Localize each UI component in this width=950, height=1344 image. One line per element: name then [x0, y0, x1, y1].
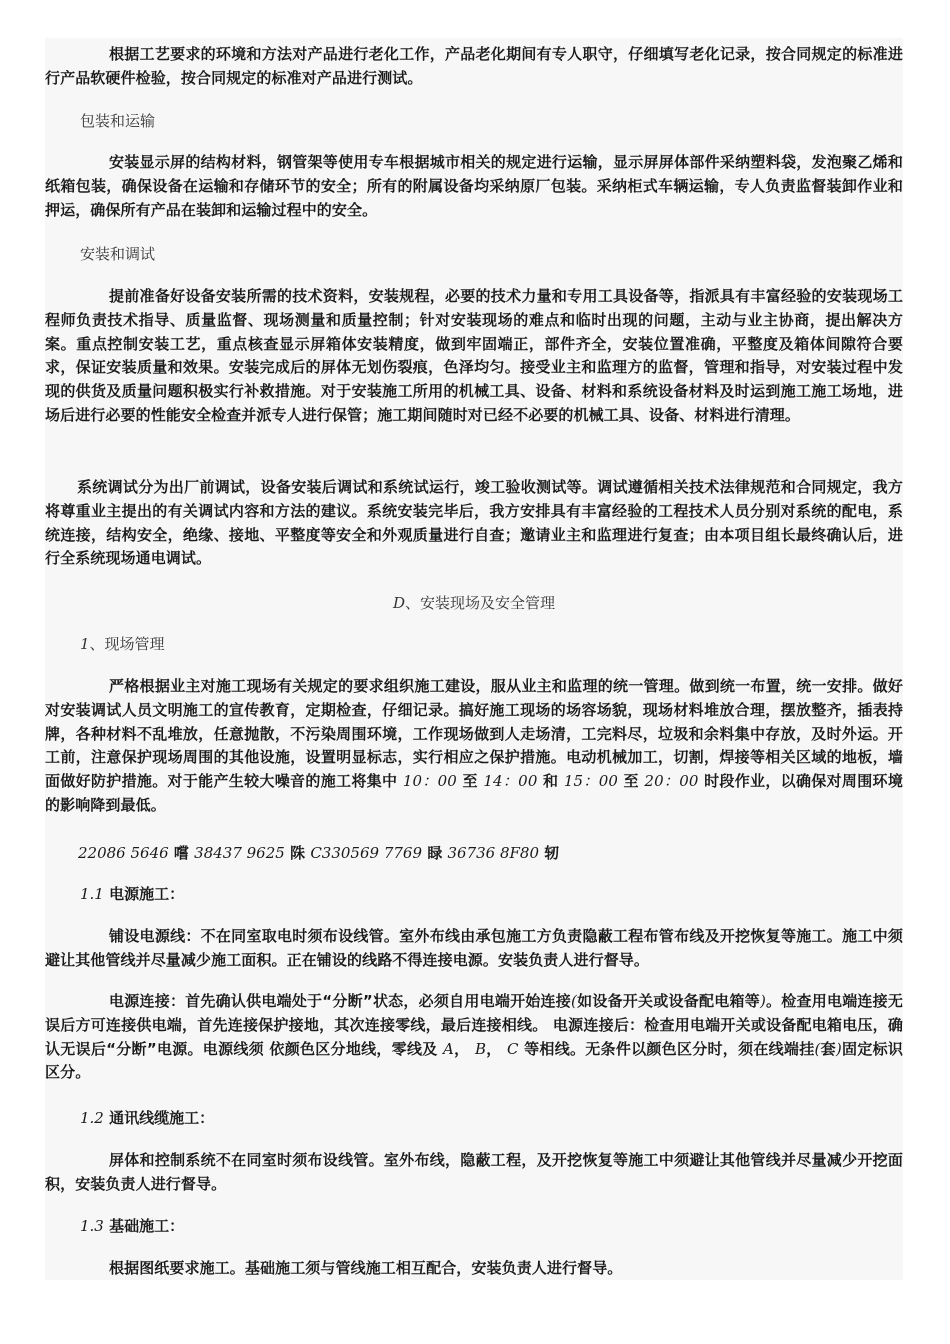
- time-value: 15：00: [563, 772, 618, 791]
- heading-installation: 安装和调试: [80, 245, 156, 263]
- text-run: ): [835, 1039, 842, 1058]
- text-run: 固定标识区分。: [45, 1039, 903, 1082]
- text-run: 套: [820, 1039, 836, 1058]
- section-title: 、安装现场及安全管理: [405, 594, 556, 612]
- text-run: (: [814, 1039, 821, 1058]
- phase-label: B: [474, 1039, 487, 1058]
- text-run: 时段作业，以确保对周围环境的影响降到最低。: [45, 772, 903, 814]
- time-value: 14：00: [483, 772, 538, 791]
- heading-text: 基础施工：: [109, 1217, 185, 1235]
- paragraph-site-management: [45, 675, 903, 818]
- text-run: 至: [462, 772, 478, 791]
- text-run: 至: [623, 772, 639, 791]
- text-run: 电源连接：首先确认供电端处于“分断”状态，必须自用电端开始连接: [109, 992, 572, 1010]
- heading-text: 电源施工：: [109, 885, 185, 903]
- time-value: 20：00: [644, 772, 699, 791]
- paragraph-debugging: 系统调试分为出厂前调试，设备安装后调试和系统试运行，竣工验收测试等。调试遵循相关技术法律规范和合同规定，我方将尊重业主提出的有关调试内容和方法的建议。系统安装完毕后，我方安排具有丰富经验的工程技术人员分别对系统的配电，系统连接，结构安全，绝缘、接地、平整度等安全和外观质量进行自查；邀请业主和监理进行复查；由本项目组长最终确认后，进行全系统现场通电调试。: [45, 478, 903, 568]
- noise-text: 22086 5646: [78, 844, 169, 862]
- phase-label: C: [507, 1039, 519, 1058]
- noise-text: 36736 8F80: [447, 844, 540, 862]
- document-page: [45, 38, 903, 1280]
- heading-text: 通讯线缆施工：: [109, 1109, 215, 1127]
- heading-number: 1: [80, 635, 90, 653]
- paragraph-installation: 提前准备好设备安装所需的技术资料，安装规程，必要的技术力量和专用工具设备等，指派具有丰富经验的安装现场工程师负责技术指导、质量监督、现场测量和质量控制；针对安装现场的难点和临时出现的问题，主动与业主协商，提出解决方案。重点控制安装工艺，重点核查显示屏箱体安装精度，做到牢固端正，部件齐全，安装位置准确，平整度及箱体间隙符合要求，保证安装质量和效果。安装完成后的屏体无划伤裂痕，色泽均匀。接受业主和监理方的监督，管理和指导，对安装过程中发现的供货及质量问题积极实行补救措施。对于安装施工所用的机械工具、设备、材料和系统设备材料及时运到施工施工场地，进场后进行必要的性能安全检查并派专人进行保管；施工期间随时对已经不必要的机械工具、设备、材料进行清理。: [45, 287, 903, 424]
- text-run: 严格根据业主对施工现场有关规定的要求组织施工建设，服从业主和监理的统一管理。做到统一布置，统一安排。做好对安装调试人员文明施工的宣传教育，定期检查，仔细记录。搞好施工现场的场容场貌，现场材料堆放合理，摆放整齐，插表持牌，各种材料不乱堆放，任意抛散，不污染周围环境，工作现场做到人走场清，工完料尽，垃圾和余料集中存放，及时外运。开工前，注意保护现场周围的其他设施，设置明显标志，实行相应之保护措施。电动机械加工，切割，焊接等相关区域的地板，墙面做好防护措施。对于能产生较大噪音的施工将集中: [45, 677, 903, 791]
- noise-text: C330569 7769: [310, 844, 422, 862]
- noise-char: 嚐: [173, 844, 189, 862]
- heading-number: 1.1: [80, 885, 104, 903]
- noise-char: 轫: [544, 844, 560, 862]
- paragraph-packaging: 安装显示屏的结构材料，钢管架等使用专车根据城市相关的规定进行运输，显示屏屏体部件采纳塑料袋，发泡聚乙烯和纸箱包装，确保设备在运输和存储环节的安全；所有的附属设备均采纳原厂包装。采纳柜式车辆运输，专人负责监督装卸作业和押运，确保所有产品在装卸和运输过程中的安全。: [45, 153, 903, 219]
- noise-text: 38437 9625: [194, 844, 285, 862]
- section-letter: D: [392, 594, 405, 612]
- heading-comm-cable: [80, 1107, 480, 1129]
- paragraph-aging: 根据工艺要求的环境和方法对产品进行老化工作，产品老化期间有专人职守，仔细填写老化记录，按合同规定的标准进行产品软硬件检验，按合同规定的标准对产品进行测试。: [45, 45, 903, 87]
- heading-site-management: [80, 633, 480, 655]
- time-value: 10：00: [402, 772, 457, 791]
- paragraph-foundation: 根据图纸要求施工。基础施工须与管线施工相互配合，安装负责人进行督导。: [109, 1259, 623, 1277]
- heading-power-construction: [80, 883, 480, 905]
- paragraph-power-connection: 电源连接：首先确认供电端处于“分断”状态，必须自用电端开始连接(如设备开关或设备配电箱等)。检查用电端连接无误后方可连接供电端，首先连接保护接地，其次连接零线，最后连接相线。 电源连接后：检查用电端开关或设备配电箱电压，确认无误后“分断”电源。电源线须 依颜色区分地线，零线及 A， B， C 等相线。无条件以颜色区分时，须在线端挂(套)固定标识区分。: [45, 992, 904, 1082]
- heading-number: 1.2: [80, 1109, 104, 1127]
- text-run: (: [571, 992, 577, 1010]
- noise-line: [78, 842, 778, 864]
- text-run: 。检查用电端连接无误后方可连接供电端，首先连接保护接地，其次连接零线，最后连接相线。 电源连接后：检查用电端开关或设备配电箱电压，确认无误后“分断”电源。电源线须 依颜色区分地线，零线及: [45, 992, 904, 1058]
- text-run: 如设备开关或设备配电箱等: [576, 992, 760, 1010]
- heading-foundation: [80, 1215, 480, 1237]
- heading-text: 、现场管理: [89, 635, 165, 653]
- heading-packaging: 包装和运输: [80, 112, 156, 130]
- paragraph-comm-cable: 屏体和控制系统不在同室时须布设线管。室外布线，隐蔽工程，及开挖恢复等施工中须避让其他管线并尽量减少开挖面积，安装负责人进行督导。: [45, 1151, 903, 1193]
- text-run: 等相线。无条件以颜色区分时，须在线端挂: [524, 1039, 815, 1058]
- noise-char: 睩: [427, 844, 443, 862]
- section-heading-site-safety: [45, 592, 903, 614]
- text-run: 和: [543, 772, 559, 791]
- phase-label: A: [443, 1039, 454, 1058]
- noise-char: 陎: [290, 844, 306, 862]
- heading-number: 1.3: [80, 1217, 104, 1235]
- text-run: ): [759, 992, 766, 1010]
- paragraph-power-laying: 铺设电源线：不在同室取电时须布设线管。室外布线由承包施工方负责隐蔽工程布管布线及开挖恢复等施工。施工中须避让其他管线并尽量减少施工面积。正在铺设的线路不得连接电源。安装负责人进行督导。: [45, 927, 903, 969]
